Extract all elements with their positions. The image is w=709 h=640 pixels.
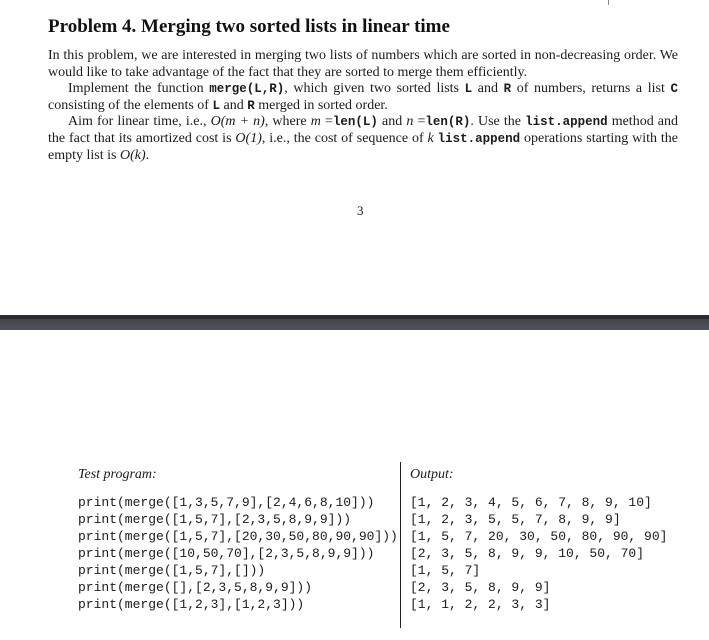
page-separator-shadow	[0, 315, 709, 319]
inline-code-merge: merge(L,R)	[209, 82, 285, 97]
code-line: print(merge([1,5,7],[20,30,50,80,90,90]))	[78, 529, 398, 544]
inline-code-R: R	[247, 98, 255, 113]
column-divider	[400, 462, 401, 628]
inline-code-list-append: list.append	[437, 131, 521, 146]
page-edge-mark	[608, 0, 609, 5]
text-run: method and the fact that its amortized cost is	[48, 114, 679, 146]
text-run: Implement the function	[68, 81, 210, 97]
output-label: Output:	[410, 467, 454, 482]
inline-code-L: L	[212, 98, 220, 113]
text-run: and	[219, 97, 248, 113]
output-line: [1, 2, 3, 5, 5, 7, 8, 9, 9]	[410, 512, 621, 527]
output-line: [1, 5, 7]	[410, 563, 481, 578]
math-expression: O(1)	[235, 130, 262, 146]
text-run: of numbers, returns a list	[511, 81, 671, 97]
text-run: =	[320, 114, 333, 130]
code-line: print(merge([1,2,3],[1,2,3]))	[78, 597, 305, 612]
text-run: operations starting with the empty list is	[48, 130, 679, 163]
text-run: and	[472, 81, 504, 97]
output-line: [2, 3, 5, 8, 9, 9]	[410, 580, 551, 595]
inline-code-L: L	[464, 82, 473, 97]
inline-code-R: R	[503, 82, 512, 97]
text-run: merged in sorted order.	[254, 97, 388, 113]
text-run: and	[377, 114, 407, 130]
math-expression: n	[406, 114, 414, 130]
text-run: , where	[264, 114, 311, 130]
page-number: 3	[357, 203, 364, 218]
text-run: . Use the	[470, 114, 526, 130]
code-line: print(merge([],[2,3,5,8,9,9]))	[78, 580, 313, 595]
text-run: consisting of the elements of	[48, 97, 213, 113]
output-line: [1, 2, 3, 4, 5, 6, 7, 8, 9, 10]	[410, 495, 652, 510]
text-run: Aim for linear time, i.e.,	[68, 114, 211, 130]
output-line: [1, 1, 2, 2, 3, 3]	[410, 597, 551, 612]
text-run: , which given two sorted lists	[284, 81, 465, 97]
test-program-code	[78, 494, 398, 613]
math-expression: m	[310, 114, 321, 130]
intro-paragraph: In this problem, we are interested in merging two lists of numbers which are sorted in non-decreasing order. We would like to take advantage of the fact that they are sorted to merge them efficiently.	[48, 48, 678, 80]
test-program-label: Test program:	[78, 467, 157, 482]
output-line: [1, 5, 7, 20, 30, 50, 80, 90, 90]	[410, 529, 668, 544]
implement-paragraph	[48, 81, 678, 114]
output-line: [2, 3, 5, 8, 9, 9, 10, 50, 70]	[410, 546, 645, 561]
inline-code-list-append: list.append	[525, 115, 608, 130]
inline-code-C: C	[670, 82, 678, 97]
text-run: .	[145, 147, 150, 163]
code-line: print(merge([1,5,7],[2,3,5,8,9,9]))	[78, 512, 352, 527]
math-expression: k	[427, 130, 434, 146]
complexity-paragraph	[48, 114, 678, 164]
inline-code-len-L: len(L)	[332, 115, 378, 130]
code-line: print(merge([10,50,70],[2,3,5,8,9,9]))	[78, 546, 375, 561]
math-expression: O(k)	[119, 147, 146, 163]
math-expression: O(m + n)	[210, 114, 265, 130]
output-code	[410, 494, 667, 613]
problem-statement	[48, 48, 678, 164]
code-line: print(merge([1,5,7],[]))	[78, 563, 266, 578]
inline-code-len-R: len(R)	[425, 115, 471, 130]
text-run: =	[413, 114, 426, 130]
problem-title: Problem 4. Merging two sorted lists in linear time	[48, 16, 450, 37]
code-line: print(merge([1,3,5,7,9],[2,4,6,8,10]))	[78, 495, 375, 510]
text-run: , i.e., the cost of sequence of	[261, 130, 428, 146]
